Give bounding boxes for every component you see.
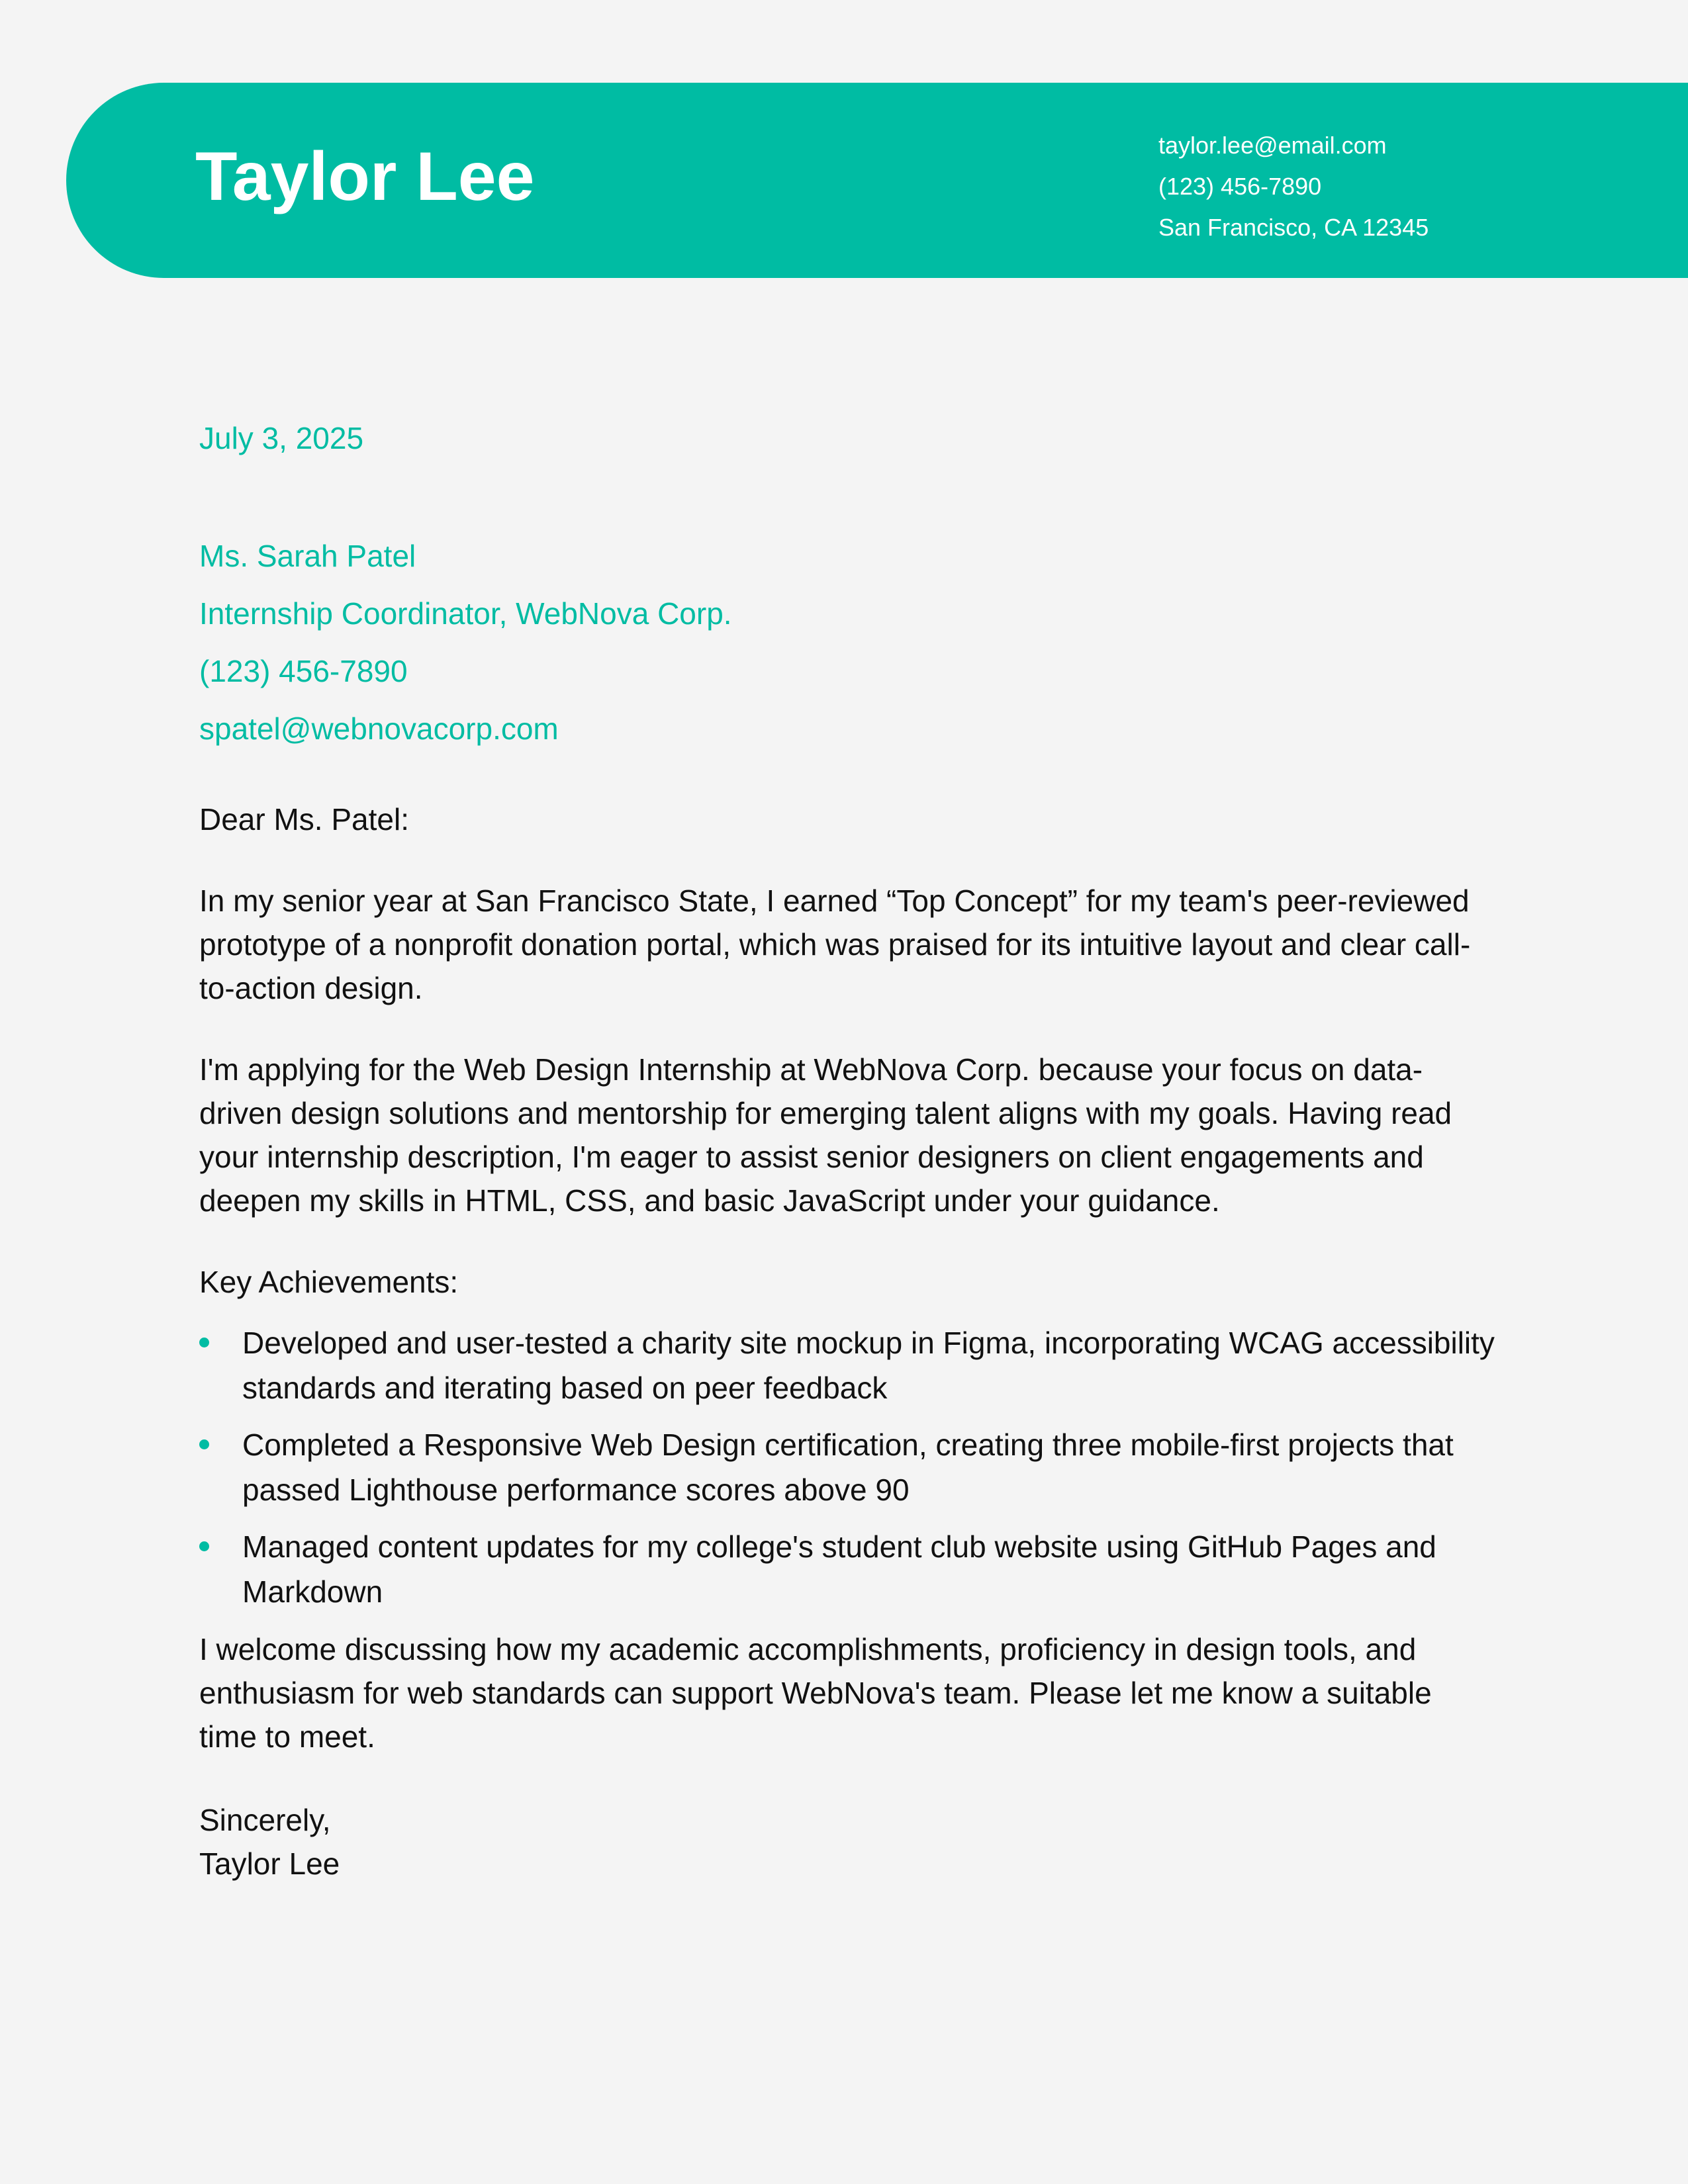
salutation: Dear Ms. Patel: bbox=[199, 802, 409, 837]
recipient-email: spatel@webnovacorp.com bbox=[199, 711, 559, 746]
achievement-text: Completed a Responsive Web Design certification, creating three mobile-first projects that passed Lighthouse performance scores above 90 bbox=[242, 1428, 1454, 1507]
header-name: Taylor Lee bbox=[195, 138, 535, 215]
signature-name: Taylor Lee bbox=[199, 1846, 340, 1881]
closing-block bbox=[199, 1798, 1497, 1886]
letter-body bbox=[199, 418, 1497, 1886]
paragraph-motivation: I'm applying for the Web Design Internship at WebNova Corp. because your focus on data-driven design solutions and mentorship for emerging talent aligns with my goals. Having read your internship description, I'm eager to assist senior designers on client engagements and deepen my skills in HTML, CSS, and basic JavaScript under your guidance. bbox=[199, 1052, 1452, 1218]
header-email: taylor.lee@email.com bbox=[1158, 132, 1387, 159]
list-item bbox=[199, 1320, 1497, 1410]
paragraph-closing: I welcome discussing how my academic accomplishments, proficiency in design tools, and enthusiasm for web standards can support WebNova's team. Please let me know a suitable time to meet. bbox=[199, 1632, 1432, 1754]
sign-off: Sincerely, bbox=[199, 1803, 331, 1837]
bullet-dot-icon bbox=[199, 1541, 209, 1551]
recipient-title: Internship Coordinator, WebNova Corp. bbox=[199, 596, 732, 631]
recipient-phone: (123) 456-7890 bbox=[199, 654, 408, 688]
bullet-dot-icon bbox=[199, 1338, 209, 1347]
achievement-text: Managed content updates for my college's student club website using GitHub Pages and Markdown bbox=[242, 1529, 1436, 1609]
bullet-dot-icon bbox=[199, 1439, 209, 1449]
achievements-heading: Key Achievements: bbox=[199, 1265, 459, 1299]
header-phone: (123) 456-7890 bbox=[1158, 173, 1322, 200]
paragraph-intro: In my senior year at San Francisco State, I earned “Top Concept” for my team's peer-reviewed prototype of a nonprofit donation portal, which was praised for its intuitive layout and clear call-to-action design. bbox=[199, 884, 1471, 1005]
achievement-text: Developed and user-tested a charity site mockup in Figma, incorporating WCAG accessibility standards and iterating based on peer feedback bbox=[242, 1326, 1495, 1405]
list-item bbox=[199, 1524, 1497, 1614]
recipient-name: Ms. Sarah Patel bbox=[199, 539, 416, 573]
header-band bbox=[66, 83, 1688, 278]
recipient-block bbox=[199, 527, 1497, 758]
header-location: San Francisco, CA 12345 bbox=[1158, 214, 1429, 241]
header-contact bbox=[1158, 125, 1429, 248]
letter-date: July 3, 2025 bbox=[199, 421, 364, 455]
list-item bbox=[199, 1422, 1497, 1512]
achievements-list bbox=[199, 1320, 1497, 1614]
